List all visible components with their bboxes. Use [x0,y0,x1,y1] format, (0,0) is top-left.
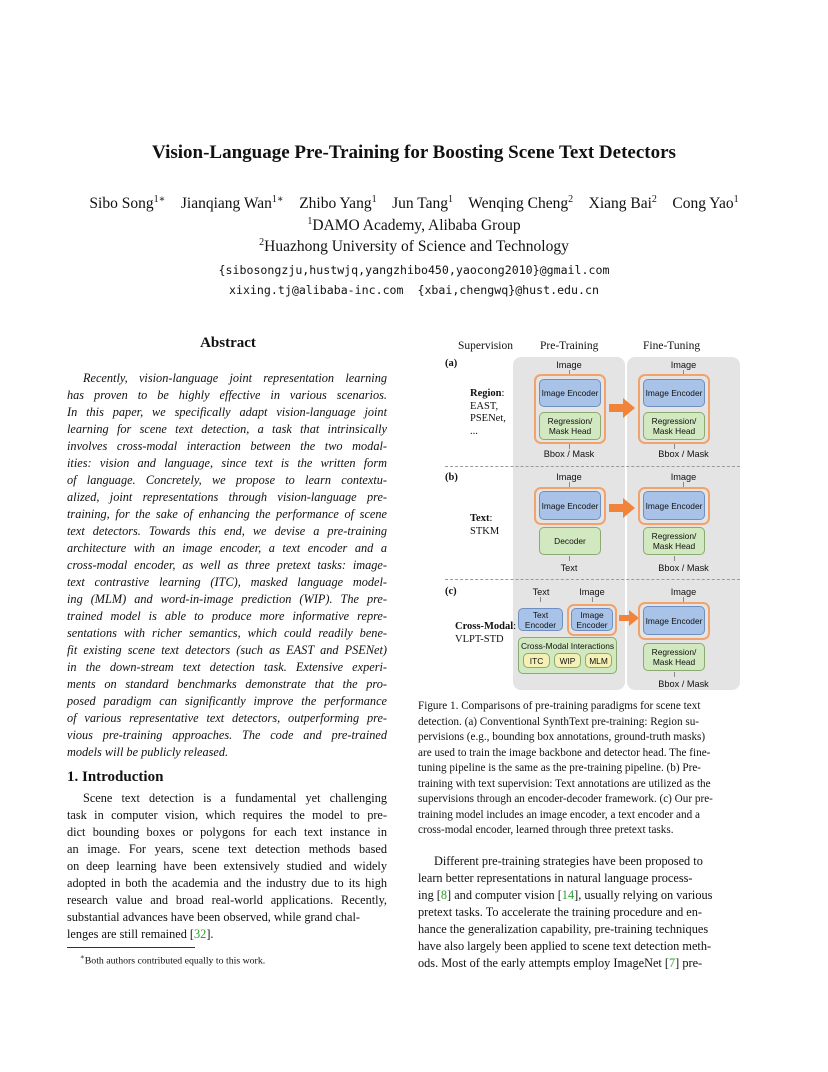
text-line: text detectors. Towards this end, we devise a pre-training [67,524,387,538]
text-line: cross-modal encoder, as well as three pretext tasks: image- [67,558,387,572]
input-image-label: Image [579,587,605,597]
text-line: models will be publicly released. [67,745,229,759]
text-line: posed paradigm can significantly improve the performance [67,694,387,708]
text-line: on deep learning have been extensively studied and widely [67,859,387,873]
input-image-label: Image [670,472,697,482]
supervision-cross-modal: Cross-Modal: VLPT-STD [455,621,517,645]
image-encoder-box: Image Encoder [643,491,705,520]
text-line: Recently, vision-language joint representation learning [83,371,387,385]
regression-mask-head-box: Regression/ Mask Head [643,412,705,440]
column-header-finetuning: Fine-Tuning [643,340,701,352]
email-line[interactable]: {sibosongzju,hustwjq,yangzhibo450,yaocong2010}@gmail.com [218,263,610,277]
author: Cong Yao$^1$ [672,194,739,213]
supervision-region: Region: EAST, PSENet, ... [470,388,506,437]
citation-link[interactable]: 32 [194,927,207,941]
panel-label-a: (a) [445,358,458,369]
image-encoder-box: Image Encoder [539,379,601,407]
text-line: of various representative text detectors, outperforming pre- [67,711,387,725]
transfer-arrow-icon [619,610,639,626]
figure-1 [418,340,740,690]
text-line: ing (MLM) and word-in-image prediction (WIP). The pre- [67,592,387,606]
wip-task-box: WIP [554,653,581,668]
abstract-text [67,370,387,761]
affiliation: $^2$Huazhong University of Science and Technology [259,237,569,256]
panel-label-b: (b) [445,472,458,483]
author: Jun Tang$^1$ [392,194,453,213]
column-header-pretraining: Pre-Training [540,340,599,352]
text-line: vious pre-training approaches. The code and pre-trained [67,728,387,742]
text-line: fit existing scene text detectors (such as EAST and PSENet) [67,643,387,657]
text-line: dict bounding boxes or polygons for each text instance in [67,825,387,839]
text-line: substantial advances have been observed, while grand chal- [67,910,360,924]
transfer-arrow-icon [609,398,635,418]
text-line: adopted in both the academia and the industry due to its high [67,876,387,890]
author: Zhibo Yang$^1$ [299,194,377,213]
author: Sibo Song$^{1∗}$ [89,194,166,213]
intro-text [67,790,387,926]
author-list [0,194,828,213]
image-encoder-box: Image Encoder [643,606,705,635]
transfer-arrow-icon [609,498,635,518]
text-line: architecture with an image encoder, a text encoder and a [67,541,387,555]
affiliation: $^1$DAMO Academy, Alibaba Group [307,216,521,235]
footnote: ∗Both authors contributed equally to this work. [80,953,266,967]
intro-last-line: lenges are still remained [32]. [67,927,214,941]
author: Wenqing Cheng$^2$ [468,194,574,213]
column-header-supervision: Supervision [458,340,513,352]
intro-heading: 1. Introduction [67,769,164,785]
panel-label-c: (c) [445,586,457,597]
footnote-rule [67,947,195,948]
image-encoder-box: Image Encoder [571,608,613,631]
text-line: In this paper, we specifically adapt vision-language joint [67,405,387,419]
text-encoder-box: Text Encoder [518,608,563,631]
email-line[interactable]: xixing.tj@alibaba-inc.com {xbai,chengwq}@hust.edu.cn [229,283,599,297]
input-image-label: Image [670,587,697,597]
text-line: ities: vision and language, since text is the written form [67,456,387,470]
cross-modal-interactions-box: Cross-Modal Interactions [518,637,617,674]
citation-link[interactable]: 8 [440,888,448,902]
output-bbox-mask-label: Bbox / Mask [658,679,709,689]
decoder-box: Decoder [539,527,601,555]
citation-link[interactable]: 14 [561,888,575,902]
citation-link[interactable]: 7 [669,956,676,970]
input-image-label: Image [556,360,582,370]
text-line: in the down-stream text detection task. Extensive experi- [67,660,387,674]
panel-divider [445,466,740,467]
regression-mask-head-box: Regression/ Mask Head [643,527,705,555]
author: Jianqiang Wan$^{1∗}$ [180,194,284,213]
output-bbox-mask-label: Bbox / Mask [658,563,709,573]
image-encoder-box: Image Encoder [539,491,601,520]
paper-title: Vision-Language Pre-Training for Boosting Scene Text Detectors [152,142,676,163]
text-line: learning for scene text detection, a task that intrinsically [67,422,387,436]
text-line: trained model is able to produce more informative repre- [67,609,387,623]
text-line: an image. For years, scene text detection methods based [67,842,387,856]
text-line: has proven to be highly effective in various scenarios. [67,388,387,402]
input-image-label: Image [556,472,582,482]
output-bbox-mask-label: Bbox / Mask [658,449,709,459]
text-line: text contrastive learning (ITC), masked language model- [67,575,387,589]
regression-mask-head-box: Regression/ Mask Head [539,412,601,440]
author: Xiang Bai$^2$ [588,194,657,213]
panel-divider [445,579,740,580]
output-text-label: Text [560,563,578,573]
image-encoder-box: Image Encoder [643,379,705,407]
text-line: research value and broad real-world applications. Recently, [67,893,387,907]
text-line: involves cross-modal interaction between the two modal- [67,439,387,453]
text-line: training, for the sake of enhancing the performance of scene [67,507,387,521]
abstract-heading: Abstract [200,335,256,351]
body-paragraph: Different pre-training strategies have been proposed to learn better representations in natural language process- ing [8] and computer vision [14], usually relying on various pretext tasks. To accelerate the training procedure and en- hance the generalization capability, pre-training techniques have also largely been applied to scene text detection meth- ods. Most of the early attempts employ ImageNet [7] pre- [418,854,713,970]
text-line: task in computer vision, which requires the model to pre- [67,808,387,822]
text-line: alized, joint representations through vision-language pre- [67,490,387,504]
itc-task-box: ITC [523,653,550,668]
input-text-label: Text [532,587,550,597]
input-image-label: Image [670,360,697,370]
supervision-text: Text: STKM [470,513,500,537]
output-bbox-mask-label: Bbox / Mask [543,449,595,459]
text-line: sentations with richer semantics, which could readily bene- [67,626,387,640]
regression-mask-head-box: Regression/ Mask Head [643,643,705,671]
mlm-task-box: MLM [585,653,612,668]
figure-caption: Figure 1. Comparisons of pre-training paradigms for scene text detection. (a) Conventional SynthText pre-training: Region su- pervisions (e.g., bounding box annotations, ground-truth masks) are used to train the image backbone and detector head. The fine- tuning pipeline is the same as the pre-training pipeline. (b) Pre- training with text supervision: Text annotations are utilized as the supervisions through an encoder-decoder framework. (c) Our pre- training model includes an image encoder, a text encoder and a cross-modal encoder, learned through three pretext tasks. [418,700,713,836]
text-line: of language. Concretely, we propose to learn contextu- [67,473,387,487]
text-line: Scene text detection is a fundamental yet challenging [83,791,387,805]
text-line: ments on standard benchmarks demonstrate that the pro- [67,677,387,691]
